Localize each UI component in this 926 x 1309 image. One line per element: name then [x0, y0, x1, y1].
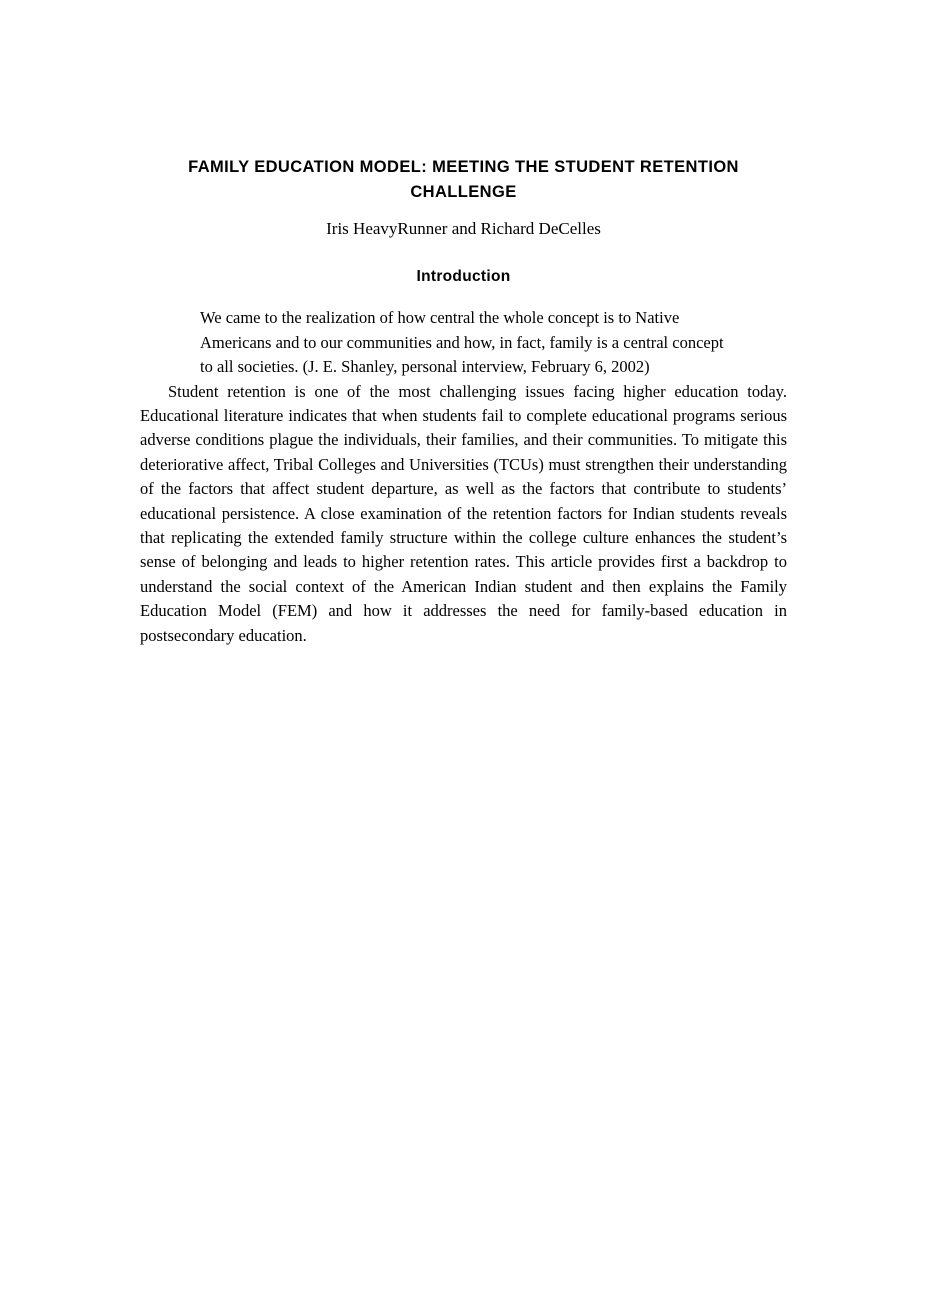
section-heading-introduction: Introduction	[416, 268, 511, 285]
document-title: FAMILY EDUCATION MODEL: MEETING THE STUDENT RETENTION CHALLENGE	[188, 158, 739, 201]
block-quote: We came to the realization of how central the whole concept is to Native Americans and to our communities and how, in fact, family is a central concept to all societies. (J. E. Shanley, personal interview, February 6, 2002)	[200, 308, 724, 376]
body-paragraph: Student retention is one of the most challenging issues facing higher education today. Educational literature indicates that when students fail to complete educational programs serious adverse conditions plague the individuals, their families, and their communities. To mitigate this deteriorative affect, Tribal Colleges and Universities (TCUs) must strengthen their understanding of the factors that affect student departure, as well as the factors that contribute to students’ educational persistence. A close examination of the retention factors for Indian students reveals that replicating the extended family structure within the college culture enhances the student’s sense of belonging and leads to higher retention rates. This article provides first a backdrop to understand the social context of the American Indian student and then explains the Family Education Model (FEM) and how it addresses the need for family-based education in postsecondary education.	[140, 381, 787, 645]
authors-line: Iris HeavyRunner and Richard DeCelles	[326, 219, 601, 238]
